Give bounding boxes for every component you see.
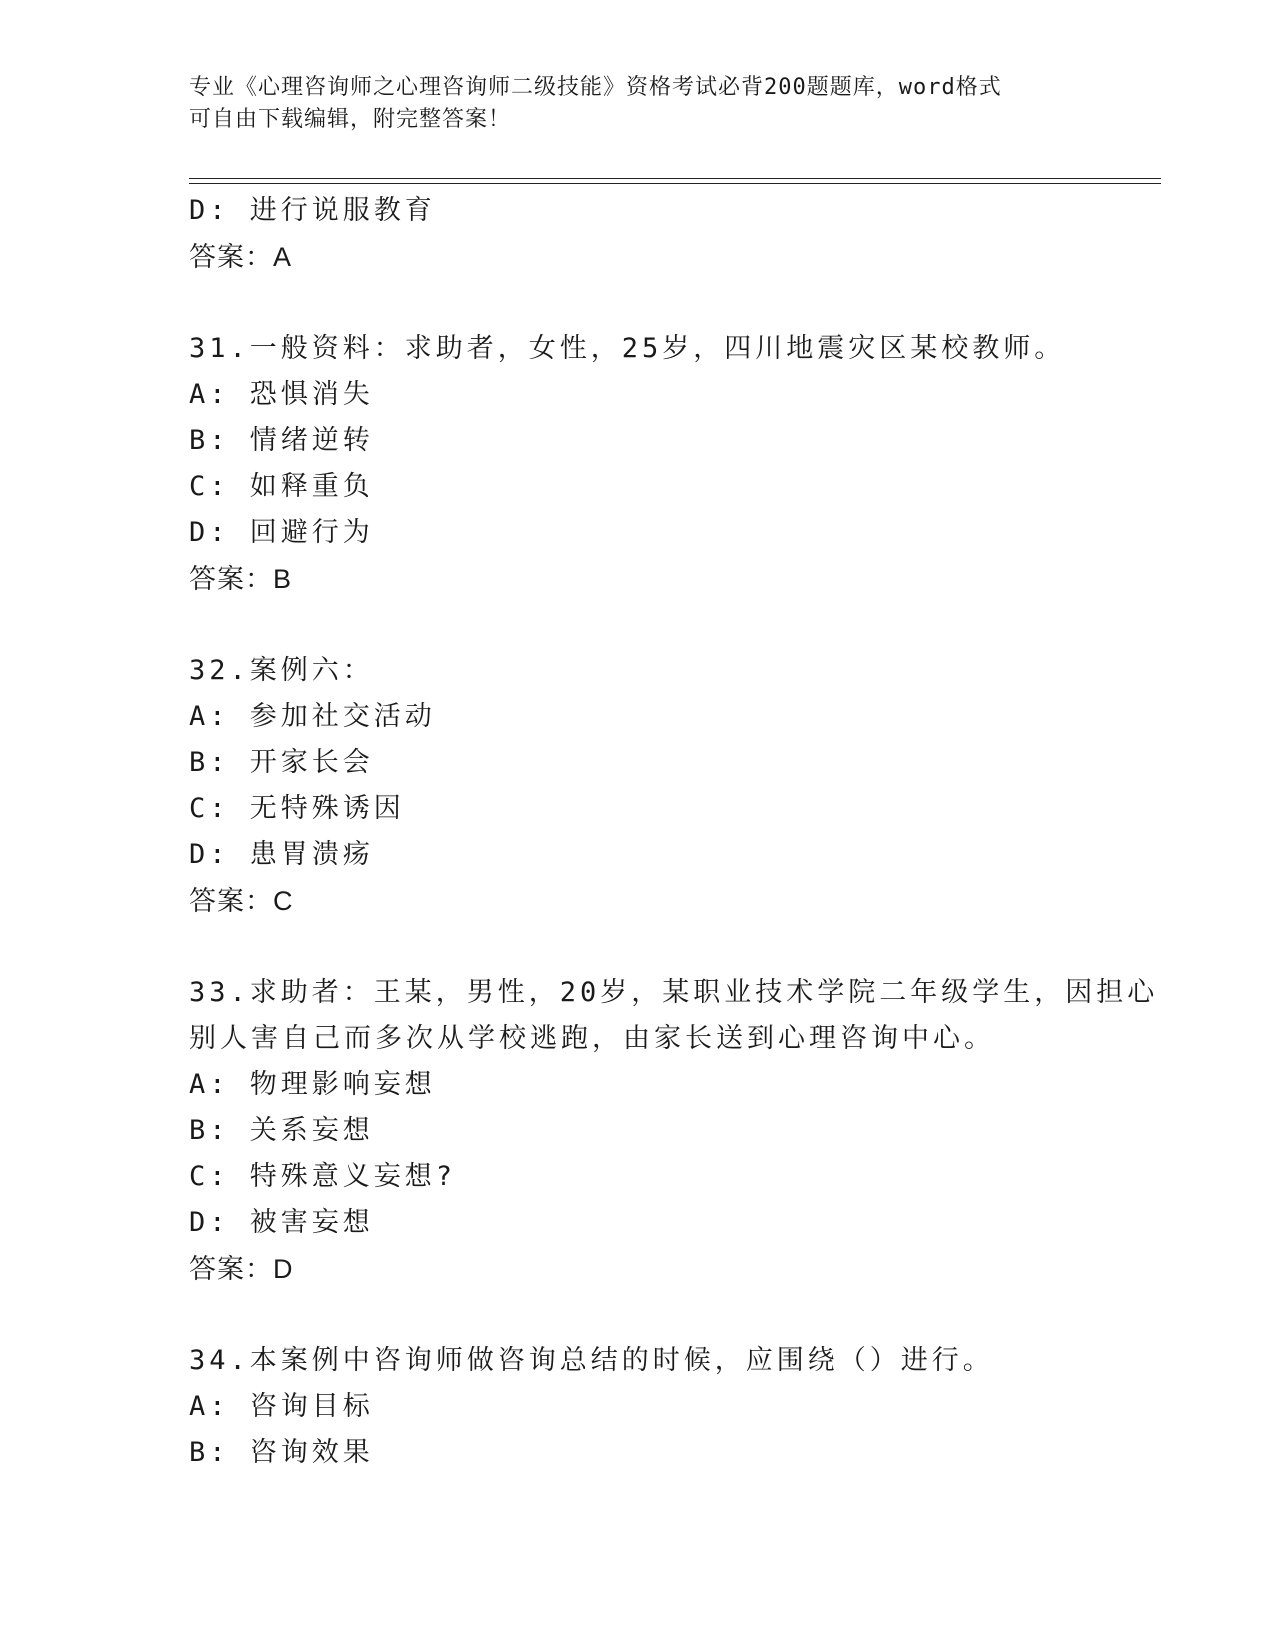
- question-list: [189, 188, 1159, 1476]
- option-b: B: 情绪逆转: [189, 425, 374, 456]
- header-line-1: 专业《心理咨询师之心理咨询师二级技能》资格考试必背200题题库，word格式: [189, 75, 1002, 100]
- header-rule-bottom: [189, 183, 1161, 184]
- option-c: C: 特殊意义妄想?: [189, 1161, 457, 1192]
- option-a: A: 参加社交活动: [189, 701, 436, 732]
- page-header: [189, 72, 1089, 136]
- option-a: A: 物理影响妄想: [189, 1069, 436, 1100]
- option-d: D: 被害妄想: [189, 1207, 374, 1238]
- answer: 答案：D: [189, 1254, 294, 1284]
- answer: 答案：B: [189, 564, 293, 594]
- answer: 答案：C: [189, 886, 294, 916]
- option-b: B: 开家长会: [189, 747, 374, 778]
- option-a: A: 咨询目标: [189, 1391, 374, 1422]
- option-b: B: 咨询效果: [189, 1437, 374, 1468]
- header-line-2: 可自由下载编辑，附完整答案！: [189, 107, 512, 132]
- spacer: [189, 602, 1149, 648]
- option-d: D: 回避行为: [189, 517, 374, 548]
- question-33: [189, 970, 1159, 1292]
- option-c: C: 无特殊诱因: [189, 793, 405, 824]
- question-32: [189, 648, 1149, 924]
- carryover-answer: 答案：A: [189, 242, 293, 272]
- question-34: [189, 1338, 1149, 1476]
- option-c: C: 如释重负: [189, 471, 374, 502]
- option-a: A: 恐惧消失: [189, 379, 374, 410]
- header-rule-top: [189, 178, 1161, 179]
- question-stem: 31.一般资料：求助者，女性，25岁，四川地震灾区某校教师。: [189, 333, 1066, 364]
- carryover-option-d: D: 进行说服教育: [189, 195, 436, 226]
- question-stem: 32.案例六：: [189, 655, 374, 686]
- question-31: [189, 326, 1149, 602]
- question-stem: 34.本案例中咨询师做咨询总结的时候，应围绕（）进行。: [189, 1345, 994, 1376]
- question-stem-line-2: 别人害自己而多次从学校逃跑，由家长送到心理咨询中心。: [189, 1023, 995, 1054]
- option-b: B: 关系妄想: [189, 1115, 374, 1146]
- option-d: D: 患胃溃疡: [189, 839, 374, 870]
- spacer: [189, 1292, 1149, 1338]
- question-stem-line-1: 33.求助者：王某，男性，20岁，某职业技术学院二年级学生，因担心: [189, 977, 1159, 1008]
- spacer: [189, 924, 1149, 970]
- spacer: [189, 280, 1149, 326]
